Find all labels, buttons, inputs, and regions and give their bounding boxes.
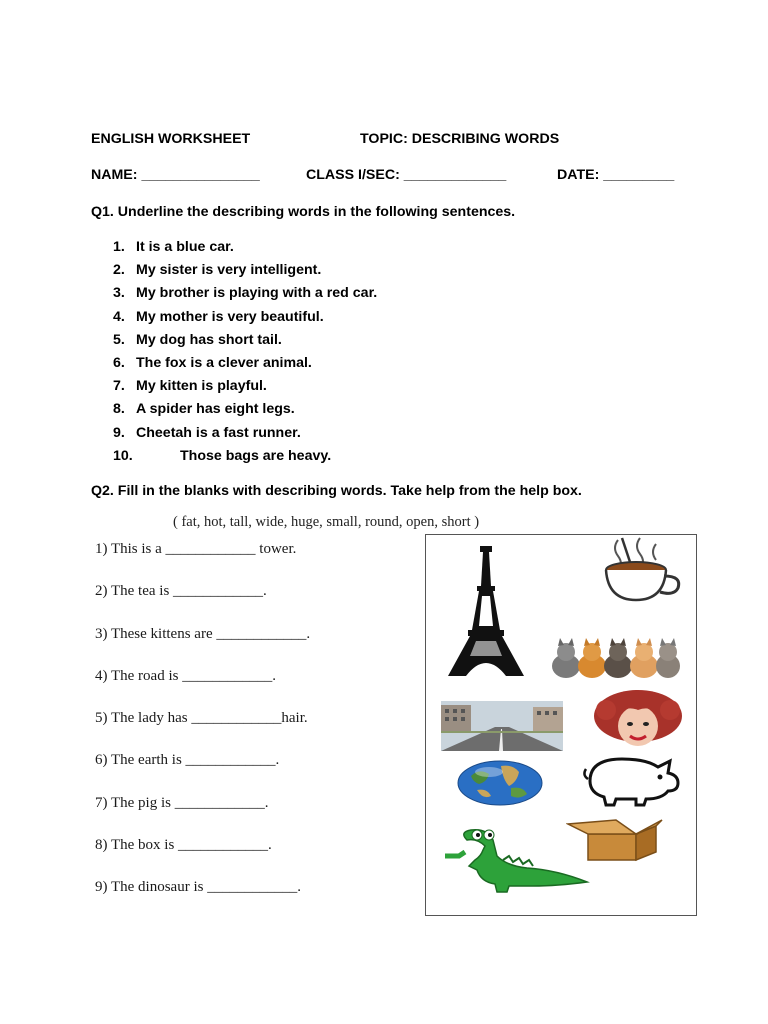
fill-item: 3) These kittens are ____________. xyxy=(95,625,311,642)
kittens-icon xyxy=(550,636,682,682)
road-icon xyxy=(441,701,563,751)
teacup-icon xyxy=(598,534,688,604)
list-item xyxy=(113,239,377,262)
worksheet-topic: TOPIC: DESCRIBING WORDS xyxy=(360,131,560,147)
pig-icon xyxy=(582,753,682,807)
list-item xyxy=(113,355,377,378)
list-item xyxy=(113,401,377,424)
box-icon xyxy=(566,818,666,862)
item-text: My dog has short tail. xyxy=(136,331,282,348)
item-number: 2. xyxy=(113,262,125,279)
list-item xyxy=(113,378,377,401)
fill-item: 9) The dinosaur is ____________. xyxy=(95,879,301,896)
item-number: 9. xyxy=(113,424,125,441)
name-field: NAME: _______________ xyxy=(91,167,260,183)
item-number: 10. xyxy=(113,447,133,464)
help-box-words: ( fat, hot, tall, wide, huge, small, round, open, short ) xyxy=(173,514,480,530)
list-item xyxy=(113,285,377,308)
class-section-field: CLASS I/SEC: _____________ xyxy=(306,167,507,183)
item-number: 5. xyxy=(113,331,125,348)
fill-item: 6) The earth is ____________. xyxy=(95,752,280,769)
fill-item: 8) The box is ____________. xyxy=(95,837,272,854)
item-number: 1. xyxy=(113,239,125,255)
lady-icon xyxy=(592,690,684,748)
item-text: My mother is very beautiful. xyxy=(136,308,324,325)
q2-heading: Q2. Fill in the blanks with describing words. Take help from the help box. xyxy=(91,483,582,499)
item-text: My sister is very intelligent. xyxy=(136,262,322,279)
tower-icon xyxy=(446,546,526,678)
q1-sentence-list xyxy=(113,239,377,471)
item-text: The fox is a clever animal. xyxy=(136,354,312,371)
fill-item: 7) The pig is ____________. xyxy=(95,794,269,811)
q1-heading: Q1. Underline the describing words in the following sentences. xyxy=(91,204,516,220)
item-text: My kitten is playful. xyxy=(136,378,267,395)
item-number: 4. xyxy=(113,308,125,325)
list-item xyxy=(113,309,377,332)
fill-item: 5) The lady has ____________hair. xyxy=(95,710,308,727)
q2-fill-list xyxy=(95,541,310,922)
item-text: Cheetah is a fast runner. xyxy=(136,424,301,441)
item-text: My brother is playing with a red car. xyxy=(136,285,378,302)
item-text: Those bags are heavy. xyxy=(180,447,332,464)
list-item xyxy=(113,332,377,355)
worksheet-title: ENGLISH WORKSHEET xyxy=(91,131,251,147)
item-number: 6. xyxy=(113,354,125,371)
item-text: It is a blue car. xyxy=(136,239,234,255)
item-number: 7. xyxy=(113,378,125,395)
item-text: A spider has eight legs. xyxy=(136,401,295,418)
date-field: DATE: _________ xyxy=(557,167,675,183)
fill-item: 1) This is a ____________ tower. xyxy=(95,541,297,557)
list-item xyxy=(113,448,377,471)
earth-icon xyxy=(457,760,543,806)
list-item xyxy=(113,425,377,448)
list-item xyxy=(113,262,377,285)
item-number: 3. xyxy=(113,285,125,302)
fill-item: 2) The tea is ____________. xyxy=(95,583,267,600)
fill-item: 4) The road is ____________. xyxy=(95,667,276,684)
item-number: 8. xyxy=(113,401,125,418)
